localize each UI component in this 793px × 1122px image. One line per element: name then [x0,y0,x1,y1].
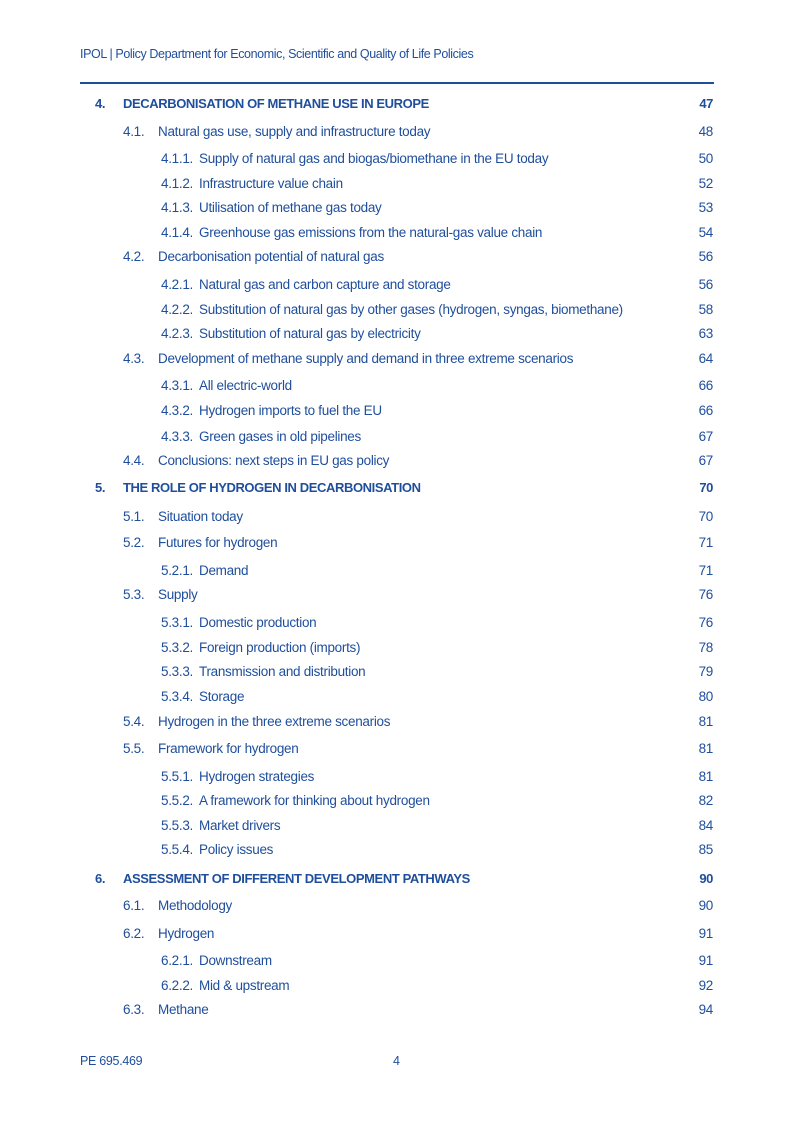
toc-entry-number: 4. [95,96,106,111]
toc-entry[interactable] [0,149,793,169]
toc-entry[interactable] [0,561,793,581]
toc-entry[interactable] [0,94,793,114]
toc-entry-page[interactable]: 67 [698,453,713,468]
toc-entry-page[interactable]: 70 [699,480,713,495]
footer-page-number: 4 [393,1054,400,1068]
toc-entry-page[interactable]: 84 [698,818,713,833]
running-header: IPOL | Policy Department for Economic, Scientific and Quality of Life Policies [80,47,474,61]
toc-entry-title[interactable]: Demand [199,563,249,578]
toc-entry[interactable] [0,951,793,971]
toc-entry-title[interactable]: Policy issues [199,842,274,857]
toc-entry-title[interactable]: Storage [199,689,245,704]
toc-entry-number: 5.5.4. [161,842,193,857]
toc-entry-page[interactable]: 81 [698,769,713,784]
toc-entry-number: 5.5.1. [161,769,193,784]
toc-entry-title[interactable]: Market drivers [199,818,281,833]
toc-entry[interactable] [0,349,793,369]
toc-entry-page[interactable]: 85 [698,842,713,857]
toc-entry[interactable] [0,427,793,447]
toc-entry-page[interactable]: 71 [698,535,713,550]
toc-entry-page[interactable]: 58 [698,302,713,317]
toc-entry-title[interactable]: Foreign production (imports) [199,640,361,655]
toc-entry[interactable] [0,869,793,889]
toc-entry[interactable] [0,300,793,320]
toc-entry-page[interactable]: 71 [698,563,713,578]
toc-entry-number: 5.4. [123,714,145,729]
toc-entry-number: 4.3.1. [161,378,193,393]
toc-entry[interactable] [0,122,793,142]
toc-entry-title[interactable]: Green gases in old pipelines [199,429,361,444]
toc-entry-title[interactable]: Transmission and distribution [199,664,366,679]
toc-entry-page[interactable]: 76 [698,587,713,602]
toc-entry-page[interactable]: 53 [698,200,713,215]
toc-entry-title[interactable]: Decarbonisation potential of natural gas [158,249,384,264]
toc-entry[interactable] [0,401,793,421]
toc-entry-title[interactable]: THE ROLE OF HYDROGEN IN DECARBONISATION [123,480,421,495]
toc-entry-title[interactable]: Natural gas use, supply and infrastructure today [158,124,431,139]
toc-entry-page[interactable]: 78 [698,640,713,655]
toc-entry[interactable] [0,816,793,836]
toc-entry-number: 5.3.2. [161,640,193,655]
toc-entry[interactable] [0,507,793,527]
toc-entry-number: 5.3.1. [161,615,193,630]
toc-entry-page[interactable]: 56 [698,249,713,264]
toc-entry-title[interactable]: Hydrogen [158,926,215,941]
toc-entry-title[interactable]: Situation today [158,509,243,524]
toc-entry[interactable] [0,791,793,811]
toc-entry-number: 6.2.2. [161,978,193,993]
toc-entry-title[interactable]: ASSESSMENT OF DIFFERENT DEVELOPMENT PATHWAYS [123,871,470,886]
toc-entry-number: 5.2. [123,535,145,550]
toc-entry-title[interactable]: Hydrogen imports to fuel the EU [199,403,382,418]
toc-entry-number: 4.3. [123,351,145,366]
toc-entry-page[interactable]: 90 [699,871,713,886]
toc-entry-number: 6.3. [123,1002,145,1017]
toc-entry-title[interactable]: Futures for hydrogen [158,535,278,550]
toc-entry-number: 4.4. [123,453,145,468]
toc-entry-number: 5.5. [123,741,145,756]
toc-entry-title[interactable]: Development of methane supply and demand in three extreme scenarios [158,351,574,366]
toc-entry-page[interactable]: 94 [698,1002,713,1017]
toc-entry[interactable] [0,976,793,996]
toc-entry-title[interactable]: Hydrogen in the three extreme scenarios [158,714,391,729]
toc-entry[interactable] [0,739,793,759]
toc-entry-title[interactable]: Domestic production [199,615,317,630]
toc-entry[interactable] [0,613,793,633]
toc-entry-page[interactable]: 90 [698,898,713,913]
toc-entry[interactable] [0,451,793,471]
toc-entry-page[interactable]: 48 [698,124,713,139]
toc-entry[interactable] [0,924,793,944]
toc-entry[interactable] [0,478,793,498]
toc-entry-title[interactable]: DECARBONISATION OF METHANE USE IN EUROPE [123,96,429,111]
toc-entry-title[interactable]: Downstream [199,953,272,968]
toc-entry[interactable] [0,1000,793,1020]
toc-entry-number: 6.2.1. [161,953,193,968]
toc-entry-number: 4.3.2. [161,403,193,418]
toc-entry-number: 4.3.3. [161,429,193,444]
toc-entry-title[interactable]: Methodology [158,898,233,913]
toc-entry-number: 4.2.1. [161,277,193,292]
toc-entry-number: 4.2.3. [161,326,193,341]
toc-entry-title[interactable]: Greenhouse gas emissions from the natural-gas value chain [199,225,543,240]
toc-entry-number: 4.1. [123,124,145,139]
toc-entry-number: 5.3. [123,587,145,602]
toc-entry-number: 6.1. [123,898,145,913]
toc-entry[interactable] [0,198,793,218]
toc-entry[interactable] [0,324,793,344]
toc-entry-number: 5.3.3. [161,664,193,679]
toc-entry[interactable] [0,585,793,605]
toc-entry-page[interactable]: 64 [698,351,713,366]
toc-entry-number: 6.2. [123,926,145,941]
toc-entry[interactable] [0,638,793,658]
toc-entry-number: 4.2.2. [161,302,193,317]
toc-entry-page[interactable]: 76 [698,615,713,630]
toc-entry[interactable] [0,174,793,194]
toc-entry[interactable] [0,376,793,396]
toc-entry-number: 4.1.2. [161,176,193,191]
toc-entry-title[interactable]: Framework for hydrogen [158,741,299,756]
toc-entry-title[interactable]: Conclusions: next steps in EU gas policy [158,453,390,468]
toc-entry-title[interactable]: Supply [158,587,198,602]
toc-entry-page[interactable]: 70 [698,509,713,524]
toc-entry[interactable] [0,533,793,553]
toc-entry-title[interactable]: Natural gas and carbon capture and storage [199,277,451,292]
toc-entry-page[interactable]: 52 [698,176,713,191]
toc-entry-title[interactable]: All electric-world [199,378,292,393]
toc-entry[interactable] [0,247,793,267]
toc-entry[interactable] [0,662,793,682]
toc-entry-number: 4.1.1. [161,151,193,166]
toc-entry-page[interactable]: 91 [698,926,713,941]
toc-entry-title[interactable]: Infrastructure value chain [199,176,343,191]
toc-entry-title[interactable]: Utilisation of methane gas today [199,200,382,215]
toc-entry-number: 4.2. [123,249,145,264]
toc-entry-page[interactable]: 81 [698,741,713,756]
toc-entry-title[interactable]: Supply of natural gas and biogas/biomethane in the EU today [199,151,549,166]
toc-entry-number: 5.3.4. [161,689,193,704]
toc-entry[interactable] [0,712,793,732]
toc-entry-title[interactable]: Methane [158,1002,209,1017]
toc-entry-page[interactable]: 80 [698,689,713,704]
toc-entry-page[interactable]: 67 [698,429,713,444]
toc-entry-page[interactable]: 63 [698,326,713,341]
toc-entry-page[interactable]: 47 [699,96,713,111]
toc-entry-page[interactable]: 56 [698,277,713,292]
toc-entry-title[interactable]: Substitution of natural gas by other gases (hydrogen, syngas, biomethane) [199,302,623,317]
toc-entry-number: 5.5.3. [161,818,193,833]
toc-entry-number: 5.1. [123,509,145,524]
toc-entry-page[interactable]: 81 [698,714,713,729]
toc-entry-title[interactable]: Substitution of natural gas by electricity [199,326,421,341]
toc-entry[interactable] [0,767,793,787]
toc-entry-number: 5.5.2. [161,793,193,808]
toc-entry-page[interactable]: 66 [698,378,713,393]
toc-entry-page[interactable]: 91 [698,953,713,968]
toc-entry-title[interactable]: Hydrogen strategies [199,769,315,784]
toc-entry[interactable] [0,840,793,860]
toc-entry-page[interactable]: 82 [698,793,713,808]
footer-doc-id: PE 695.469 [80,1054,143,1068]
toc-entry[interactable] [0,223,793,243]
toc-entry-page[interactable]: 79 [698,664,713,679]
toc-entry[interactable] [0,275,793,295]
toc-entry[interactable] [0,687,793,707]
toc-entry-page[interactable]: 92 [698,978,713,993]
toc-entry-number: 4.1.3. [161,200,193,215]
toc-entry-number: 6. [95,871,106,886]
toc-entry-number: 5. [95,480,106,495]
toc-entry-page[interactable]: 50 [698,151,713,166]
toc-entry-number: 4.1.4. [161,225,193,240]
toc-entry-title[interactable]: A framework for thinking about hydrogen [199,793,430,808]
toc-entry-number: 5.2.1. [161,563,193,578]
toc-entry-page[interactable]: 66 [698,403,713,418]
toc-entry-title[interactable]: Mid & upstream [199,978,290,993]
toc-entry-page[interactable]: 54 [698,225,713,240]
toc-entry[interactable] [0,896,793,916]
